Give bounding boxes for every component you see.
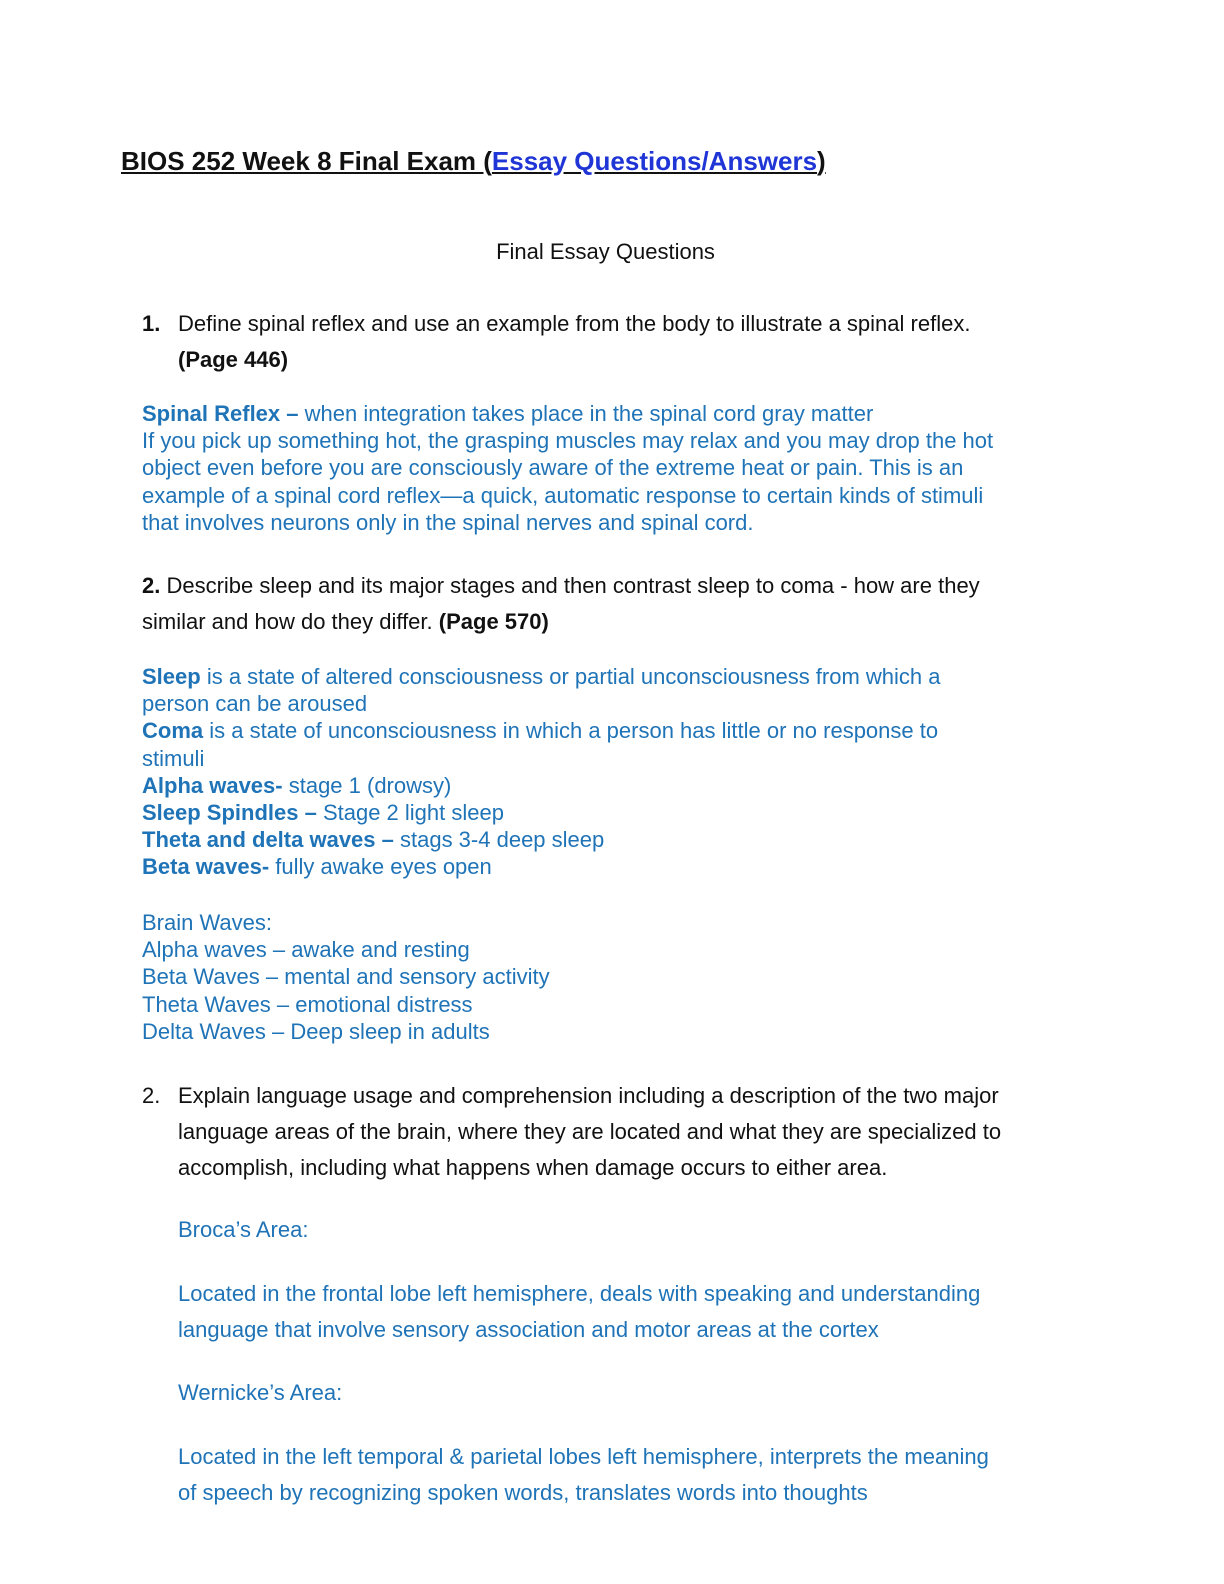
question-1 — [178, 306, 970, 378]
answer-1-line: object even before you are consciously aware of the extreme heat or pain. This is an — [142, 455, 964, 481]
answer-2 — [142, 663, 941, 881]
question-2-number: 2. — [142, 573, 161, 598]
question-3-line: Explain language usage and comprehension including a description of the two major — [178, 1083, 999, 1108]
document-title — [121, 146, 826, 177]
question-3-line: accomplish, including what happens when damage occurs to either area. — [178, 1155, 888, 1180]
question-2-line: similar and how do they differ. (Page 570) — [142, 609, 549, 634]
title-link[interactable]: Essay Questions/Answers — [491, 146, 818, 176]
question-1-text: Define spinal reflex and use an example from the body to illustrate a spinal reflex. — [178, 311, 971, 336]
list-item: Alpha waves – awake and resting — [142, 937, 470, 963]
term-coma: Coma — [142, 718, 204, 744]
sleep-stage-item: Alpha waves- stage 1 (drowsy) — [142, 772, 452, 798]
answer-1-line: that involves neurons only in the spinal nerves and spinal cord. — [142, 509, 754, 535]
title-text: BIOS 252 Week 8 Final Exam ( — [121, 146, 492, 176]
wernicke-description — [178, 1439, 989, 1511]
list-item: Delta Waves – Deep sleep in adults — [142, 1018, 490, 1044]
sleep-definition-cont: person can be aroused — [142, 691, 368, 717]
wernicke-line: of speech by recognizing spoken words, translates words into thoughts — [178, 1480, 868, 1505]
answer-1 — [142, 400, 993, 536]
section-subtitle: Final Essay Questions — [496, 239, 715, 264]
question-3 — [178, 1078, 1001, 1186]
broca-description — [178, 1276, 980, 1348]
question-2-page: (Page 570) — [438, 609, 549, 634]
title-suffix: ) — [817, 146, 826, 176]
list-item: Theta Waves – emotional distress — [142, 991, 473, 1017]
sleep-definition: Sleep is a state of altered consciousness or partial unconsciousness from which a — [142, 664, 941, 689]
sleep-stage-item: Beta waves- fully awake eyes open — [142, 854, 492, 880]
broca-line: language that involve sensory association and motor areas at the cortex — [178, 1317, 879, 1342]
wernicke-heading: Wernicke’s Area: — [178, 1380, 343, 1405]
coma-definition-cont: stimuli — [142, 745, 205, 771]
coma-definition: Coma is a state of unconsciousness in which a person has little or no response to — [142, 718, 939, 744]
question-2 — [142, 568, 980, 640]
broca-line: Located in the frontal lobe left hemisphere, deals with speaking and understanding — [178, 1281, 981, 1306]
broca-heading: Broca’s Area: — [178, 1217, 309, 1242]
sleep-stage-item: Theta and delta waves – stags 3-4 deep sleep — [142, 827, 605, 853]
answer-1-line: example of a spinal cord reflex—a quick, automatic response to certain kinds of stimuli — [142, 482, 984, 508]
term-sleep: Sleep — [142, 664, 201, 689]
wernicke-line: Located in the left temporal & parietal lobes left hemisphere, interprets the meaning — [178, 1444, 989, 1469]
brain-waves-list — [142, 909, 550, 1045]
question-1-page: (Page 446) — [178, 347, 289, 372]
term-spinal-reflex: Spinal Reflex – — [142, 401, 299, 426]
question-2-line: 2. Describe sleep and its major stages and then contrast sleep to coma - how are they — [142, 573, 980, 598]
question-3-number: 2. — [142, 1083, 161, 1108]
answer-1-line: If you pick up something hot, the grasping muscles may relax and you may drop the hot — [142, 428, 994, 454]
sleep-stage-item: Sleep Spindles – Stage 2 light sleep — [142, 800, 504, 826]
question-1-number: 1. — [142, 311, 161, 336]
question-3-line: language areas of the brain, where they are located and what they are specialized to — [178, 1119, 1002, 1144]
answer-1-definition: Spinal Reflex – when integration takes place in the spinal cord gray matter — [142, 401, 874, 426]
brain-waves-heading: Brain Waves: — [142, 910, 273, 935]
list-item: Beta Waves – mental and sensory activity — [142, 964, 550, 990]
